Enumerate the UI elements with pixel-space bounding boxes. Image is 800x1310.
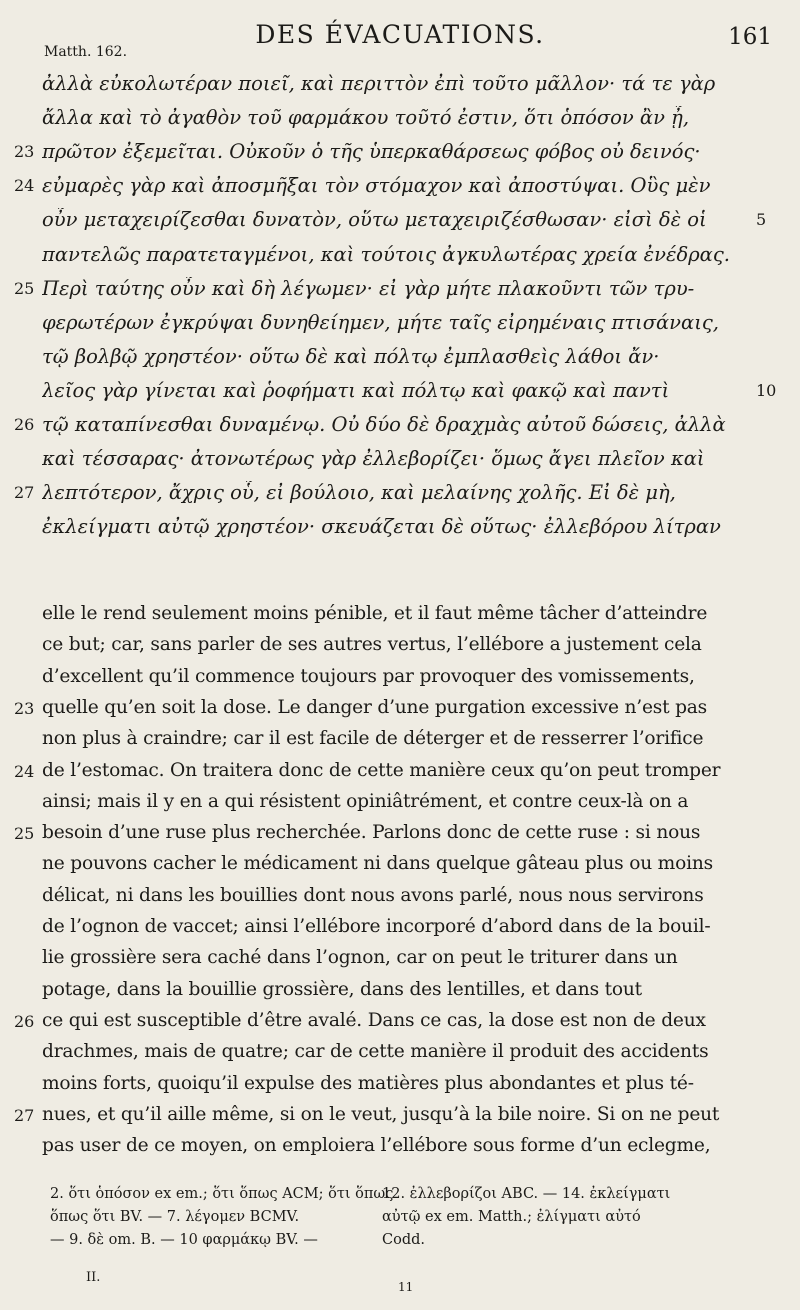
line-text: ἄλλα καὶ τὸ ἀγαθὸν τοῦ φαρμάκου τοῦτό ἐστιν, ὅτι ὁπόσον ἂν ᾖ, xyxy=(42,106,690,130)
line-text: πρῶτον ἐξεμεῖται. Οὐκοῦν ὁ τῆς ὑπερκαθάρσεως φόβος οὐ δεινός· xyxy=(42,140,701,164)
french-text-line xyxy=(0,947,800,977)
apparatus-line: αὐτῷ ex em. Matth.; ἐλίγματι αὐτό xyxy=(382,1209,641,1225)
french-text-line xyxy=(0,666,800,696)
line-text: potage, dans la bouillie grossière, dans des lentilles, et dans tout xyxy=(42,978,642,1000)
line-text: λεπτότερον, ἄχρις οὗ, εἰ βούλοιο, καὶ μελαίνης χολῆς. Εἰ δὲ μὴ, xyxy=(42,481,676,505)
greek-text-line xyxy=(0,311,800,341)
line-text: moins forts, quoiqu’il expulse des matières plus abondantes et plus té- xyxy=(42,1072,694,1094)
line-text: elle le rend seulement moins pénible, et il faut même tâcher d’atteindre xyxy=(42,603,708,624)
line-text: non plus à craindre; car il est facile de déterger et de resserrer l’orifice xyxy=(42,728,704,750)
french-text-line xyxy=(0,979,800,1009)
chapter-number-left: 24 xyxy=(14,176,35,196)
line-text: d’excellent qu’il commence toujours par provoquer des vomissements, xyxy=(42,665,695,687)
apparatus-right-column xyxy=(382,1183,762,1252)
chapter-number-left: 23 xyxy=(14,698,35,718)
line-text: ne pouvons cacher le médicament ni dans quelque gâteau plus ou moins xyxy=(42,853,713,875)
chapter-number-left: 27 xyxy=(14,1105,35,1125)
greek-text-line xyxy=(0,447,800,477)
line-text: de l’estomac. On traitera donc de cette manière ceux qu’on peut tromper xyxy=(42,759,721,781)
french-text-line xyxy=(0,697,800,727)
line-text: lie grossière sera caché dans l’ognon, car on peut le triturer dans un xyxy=(42,947,678,969)
page-number: 161 xyxy=(728,24,772,50)
line-text: de l’ognon de vaccet; ainsi l’ellébore incorporé d’abord dans de la bouil- xyxy=(42,916,711,937)
french-text-line xyxy=(0,916,800,946)
chapter-number-left: 26 xyxy=(14,1011,35,1031)
line-text: τῷ καταπίνεσθαι δυναμένῳ. Οὐ δύο δὲ δραχμὰς αὐτοῦ δώσεις, ἀλλὰ xyxy=(42,413,726,436)
signature-mark-middle: 11 xyxy=(398,1280,414,1294)
greek-text-line xyxy=(0,515,800,545)
line-text: φερωτέρων ἐγκρύψαι δυνηθείημεν, μήτε ταῖς εἰρημέναις πτισάναις, xyxy=(42,310,719,334)
line-text: délicat, ni dans les bouillies dont nous avons parlé, nous nous servirons xyxy=(42,884,704,906)
line-text: quelle qu’en soit la dose. Le danger d’une purgation excessive n’est pas xyxy=(42,696,707,718)
french-text-line xyxy=(0,1010,800,1040)
greek-text-line xyxy=(0,140,800,170)
greek-text-line xyxy=(0,277,800,307)
chapter-number-left: 26 xyxy=(14,415,35,434)
line-text: ainsi; mais il y en a qui résistent opiniâtrément, et contre ceux-là on a xyxy=(42,790,689,812)
edition-reference: Matth. 162. xyxy=(44,44,128,60)
greek-text-line xyxy=(0,243,800,273)
greek-text-line xyxy=(0,174,800,204)
line-text: ce qui est susceptible d’être avalé. Dans ce cas, la dose est non de deux xyxy=(42,1009,706,1031)
line-text: λεῖος γὰρ γίνεται καὶ ῥοφήματι καὶ πόλτῳ καὶ φακῷ καὶ παντὶ xyxy=(42,378,670,402)
apparatus-left-column xyxy=(50,1183,394,1252)
greek-text-line xyxy=(0,379,800,409)
line-text: ἀλλὰ εὐκολωτέραν ποιεῖ, καὶ περιττὸν ἐπὶ τοῦτο μᾶλλον· τά τε γὰρ xyxy=(42,72,716,95)
french-text-line xyxy=(0,1104,800,1134)
line-text: παντελῶς παρατεταγμένοι, καὶ τούτοις ἀγκυλωτέρας χρεία ἐνέδρας. xyxy=(42,242,730,266)
apparatus-line: Codd. xyxy=(382,1232,425,1248)
greek-text-line xyxy=(0,413,800,443)
line-text: ce but; car, sans parler de ses autres vertus, l’ellébore a justement cela xyxy=(42,634,702,656)
apparatus-line: — 9. δὲ om. B. — 10 φαρμάκῳ BV. — xyxy=(50,1232,318,1248)
french-text-line xyxy=(0,603,800,633)
line-text: τῷ βολβῷ χρηστέον· οὕτω δὲ καὶ πόλτῳ ἐμπλασθεὶς λάθοι ἄν· xyxy=(42,344,660,368)
line-text: nues, et qu’il aille même, si on le veut, jusqu’à la bile noire. Si on ne peut xyxy=(42,1103,720,1125)
line-number-right: 5 xyxy=(756,210,767,230)
french-text-line xyxy=(0,634,800,664)
greek-text-line xyxy=(0,345,800,375)
french-text-line xyxy=(0,1041,800,1071)
chapter-number-left: 25 xyxy=(14,824,35,844)
line-text: pas user de ce moyen, on emploiera l’ellébore sous forme d’un eclegme, xyxy=(42,1135,711,1157)
line-text: Περὶ ταύτης οὖν καὶ δὴ λέγωμεν· εἰ γὰρ μήτε πλακοῦντι τῶν τρυ- xyxy=(42,276,695,300)
french-text-line xyxy=(0,760,800,790)
greek-text-line xyxy=(0,481,800,511)
line-text: besoin d’une ruse plus recherchée. Parlons donc de cette ruse : si nous xyxy=(42,822,701,844)
signature-mark-left: II. xyxy=(86,1270,101,1285)
apparatus-line: ὅπως ὅτι BV. — 7. λέγομεν BCMV. xyxy=(50,1209,300,1225)
greek-text-line xyxy=(0,72,800,102)
line-text: ἐκλείγματι αὐτῷ χρηστέον· σκευάζεται δὲ οὕτως· ἐλλεβόρου λίτραν xyxy=(42,515,721,539)
chapter-number-left: 23 xyxy=(14,142,35,162)
french-text-line xyxy=(0,1135,800,1165)
chapter-number-left: 27 xyxy=(14,483,35,503)
line-text: drachmes, mais de quatre; car de cette manière il produit des accidents xyxy=(42,1041,709,1063)
greek-text-line xyxy=(0,208,800,238)
line-text: καὶ τέσσαρας· ἀτονωτέρως γὰρ ἐλλεβορίζει· ὅμως ἄγει πλεῖον καὶ xyxy=(42,447,705,471)
french-text-line xyxy=(0,1073,800,1103)
french-text-line xyxy=(0,853,800,883)
line-text: εὐμαρὲς γὰρ καὶ ἀποσμῆξαι τὸν στόμαχον καὶ ἀποστύψαι. Οὓς μὲν xyxy=(42,174,711,198)
chapter-number-left: 25 xyxy=(14,278,35,298)
french-text-line xyxy=(0,791,800,821)
french-text-line xyxy=(0,822,800,852)
apparatus-line: 2. ὅτι ὁπόσον ex em.; ὅτι ὅπως ACM; ὅτι ὅπως xyxy=(50,1186,394,1202)
chapter-number-left: 24 xyxy=(14,761,35,781)
greek-text-line xyxy=(0,106,800,136)
line-text: οὖν μεταχειρίζεσθαι δυνατὸν, οὕτω μεταχειριζέσθωσαν· εἰσὶ δὲ οἱ xyxy=(42,208,707,232)
french-text-line xyxy=(0,885,800,915)
running-title: DES ÉVACUATIONS. xyxy=(255,20,545,49)
french-text-line xyxy=(0,728,800,758)
line-number-right: 10 xyxy=(756,380,777,400)
apparatus-line: 12. ἐλλεβορίζοι ABC. — 14. ἐκλείγματι xyxy=(382,1186,671,1202)
